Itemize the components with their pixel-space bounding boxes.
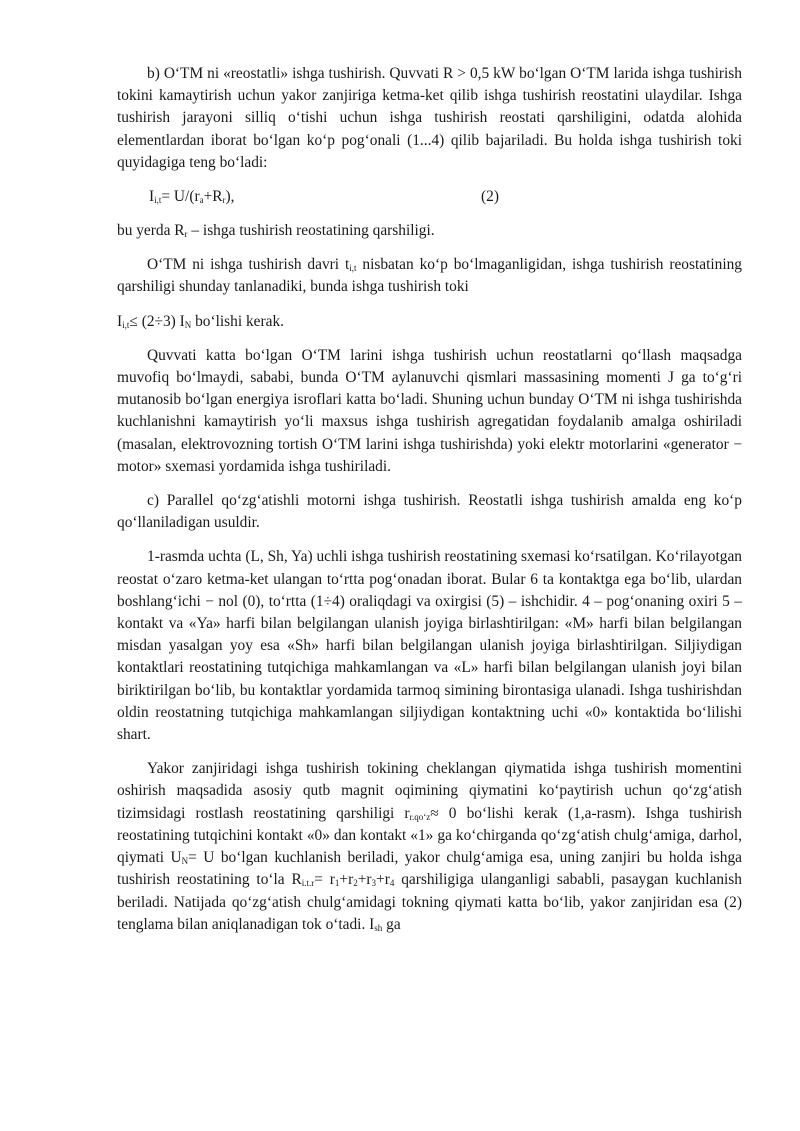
armature-text-b: ≈ 0 bo‘lishi kerak (1,a-rasm). Ishga tushirish reostatining tutqichini kontakt «0» dan kontakt «1» ga ko‘chirganda qo‘zg‘atish chulg‘amiga, darhol, qiymati U (117, 804, 742, 867)
armature-text-e: +r (339, 871, 354, 889)
armature-text-c: = U bo‘lgan kuchlanish beriladi, yakor chulg‘amiga esa, uning zanjiri bu holda ishga tushirish reostatining to‘la R (117, 849, 742, 889)
paragraph-armature-circuit (117, 758, 742, 936)
eq-sub-r: r (222, 195, 226, 206)
period-text-end: nisbatan ko‘p bo‘lmaganligidan, ishga tushirish reostatining qarshiligi shunday tanlanadiki, bunda ishga tushirish toki (117, 256, 742, 296)
where-text: bu yerda R (117, 222, 185, 240)
armature-text-h: qarshiligiga ulanganligi sababli, pasaygan kuchlanish beriladi. Natijada qo‘zg‘atish chulg‘amidagi tokning qiymati katta bo‘lib, yakor zanjiridan esa (2) tenglama bilan aniqlanadigan tok o‘tadi. I (117, 871, 742, 933)
limit-mid: ≤ (2÷3) I (129, 312, 185, 330)
armature-sub-n: N (181, 856, 189, 867)
paragraph-current-limit (117, 311, 742, 333)
where-sub: r (184, 229, 188, 240)
equation-formula (149, 186, 235, 208)
armature-sub-2: 2 (353, 878, 358, 889)
paragraph-parallel-motor: c) Parallel qo‘zg‘atishli motorni ishga tushirish. Reostatli ishga tushirish amalda eng ko‘p qo‘llaniladigan usuldir. (117, 492, 742, 532)
paragraph-start-period (117, 254, 742, 298)
eq-plus: +R (203, 188, 223, 206)
armature-text-a: Yakor zanjiridagi ishga tushirish tokining cheklangan qiymatida ishga tushirish momentini oshirish maqsadida asosiy qutb magnit oqimining qiymatini ko‘paytirish uchun qo‘zg‘atish tizimsidagi rostlash reostatining qarshiligi r (117, 760, 742, 822)
eq-sub-a: a (199, 195, 204, 206)
eq-mid: = U/(r (161, 188, 200, 206)
paragraph-high-power: Quvvati katta bo‘lgan O‘TM larini ishga tushirish uchun reostatlarni qo‘llash maqsadga muvofiq bo‘lmaydi, sababi, bunda O‘TM aylanuvchi qismlari massasining momenti J ga to‘g‘ri mutanosib bo‘lgan energiya isroflari katta bo‘ladi. Shuning uchun bunday O‘TM ni ishga tushirishda kuchlanishni kamaytirish yo‘li maxsus ishga tushirish agregatidan foydalanib amalga oshiriladi (masalan, elektrovozning tortish O‘TM larini ishga tushirishda) yoki elektr motorlarini «generator − motor» sxemasi yordamida ishga tushiriladi. (117, 346, 742, 475)
armature-text-g: +r (376, 871, 390, 889)
equation-2 (117, 186, 742, 208)
eq-end: ), (225, 188, 235, 206)
armature-sub-itr: i.t.r (301, 878, 315, 889)
document-page (117, 63, 742, 936)
paragraph-where (117, 220, 742, 242)
period-sub: i,t (349, 263, 357, 274)
armature-sub-1: 1 (334, 878, 340, 889)
period-text: O‘TM ni ishga tushirish davri t (147, 256, 350, 274)
limit-I: I (117, 312, 123, 330)
paragraph-reostat-start: b) O‘TM ni «reostatli» ishga tushirish. Quvvati R > 0,5 kW bo‘lgan O‘TM larida ishga tushirish tokini kamaytirish uchun yakor zanjiriga ketma-ket qilib ishga tushirish reostatini ulaydilar. Ishga tushirish jarayoni silliq o‘tishi uchun ishga tushirish reostati qarshiligini, odatda alohida elementlardan iborat bo‘lgan ko‘p pog‘onali (1...4) qilib bajariladi. Bu holda ishga tushirish toki quyidagiga teng bo‘ladi: (117, 65, 742, 171)
armature-text-i: ga (382, 915, 401, 933)
armature-sub-4: 4 (389, 878, 395, 889)
limit-sub-n: N (184, 319, 192, 330)
eq-I: I (149, 188, 155, 206)
where-text-end: – ishga tushirish reostatining qarshiligi. (187, 222, 435, 240)
equation-number: (2) (481, 188, 499, 206)
limit-sub-it: i,t (122, 319, 130, 330)
armature-text-d: = r (314, 871, 335, 889)
limit-end: bo‘lishi kerak. (191, 312, 285, 330)
armature-sub-3: 3 (371, 878, 377, 889)
armature-sub-sh: sh (374, 922, 383, 933)
armature-text-f: +r (357, 871, 372, 889)
paragraph-figure-1: 1-rasmda uchta (L, Sh, Ya) uchli ishga tushirish reostatining sxemasi ko‘rsatilgan. Ko‘rilayotgan reostat o‘zaro ketma-ket ulangan to‘rtta pog‘onadan iborat. Bular 6 ta kontaktga ega bo‘lib, ulardan boshlang‘ichi − nol (0), to‘rtta (1÷4) oraliqdagi va oxirgisi (5) – ishchidir. 4 – pog‘onaning oxiri 5 –kontakt va «Ya» harfi bilan belgilangan ulanish joyiga birlashtirilgan: «M» harfi bilan belgilangan misdan yasalgan yoy esa «Sh» harfi bilan belgilangan ulanish joyiga birlashtirilgan. Siljiydigan kontaktlari reostatining tutqichiga mahkamlangan va «L» harfi bilan belgilangan ulanish joyi bilan biriktirilgan bo‘lib, bu kontaktlar yordamida tarmoq simining birontasiga ulanadi. Ishga tushirishdan oldin reostatning tutqichiga mahkamlangan siljiydigan kontaktning uchi «0» kontaktida bo‘lilishi shart. (117, 548, 742, 744)
eq-sub-it: i,t (154, 195, 162, 206)
armature-sub-rqoz: r.qo‘z (409, 811, 431, 822)
